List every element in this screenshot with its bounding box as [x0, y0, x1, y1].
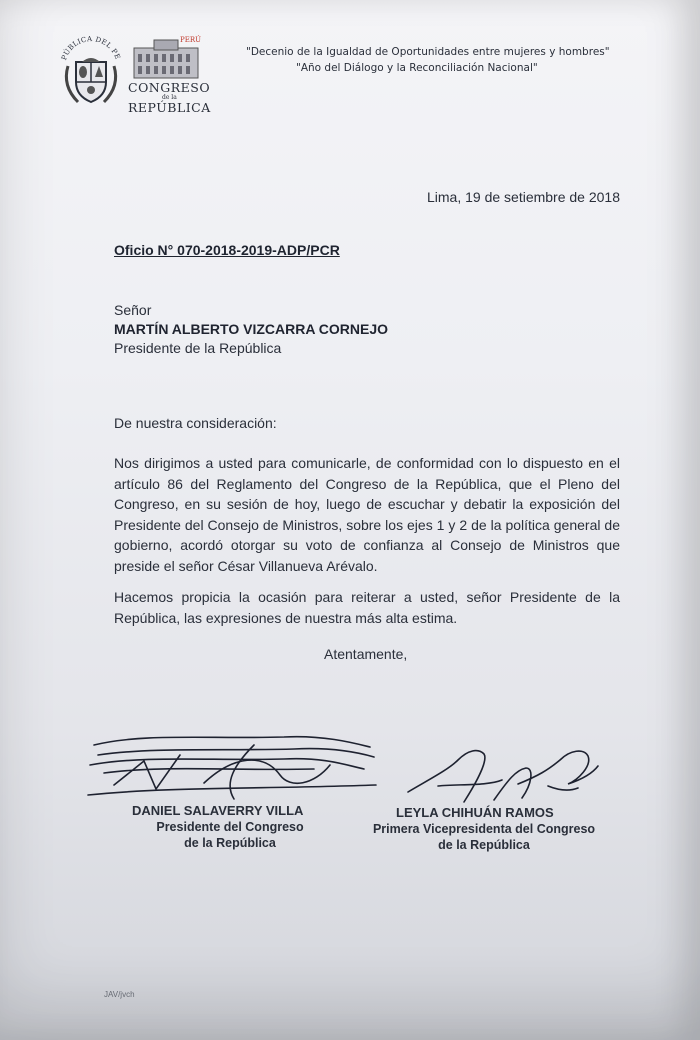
- logo-republica: REPÚBLICA: [128, 100, 211, 115]
- signatory-2-name: LEYLA CHIHUÁN RAMOS: [396, 805, 554, 820]
- logo-tag: PERÚ: [180, 36, 201, 44]
- coat-of-arms-caption: PÚBLICA DEL PE: [60, 35, 122, 62]
- reference-initials: JAV/jvch: [104, 990, 135, 999]
- logo-de-la: de la: [162, 94, 177, 101]
- logo-congreso: CONGRESO: [128, 80, 211, 95]
- coat-of-arms-icon: [58, 30, 124, 110]
- signatory-2-role-line1: Primera Vicepresidenta del Congreso: [372, 822, 596, 836]
- recipient-name: MARTÍN ALBERTO VIZCARRA CORNEJO: [114, 321, 389, 337]
- closing: Atentamente,: [324, 646, 408, 662]
- recipient-title: Presidente de la República: [114, 340, 282, 356]
- body-paragraph-1: Nos dirigimos a usted para comunicarle, de conformidad con lo dispuesto en el artículo 86 del Reglamento del Congreso de la República, que el Pleno del Congreso, en su sesión de hoy, luego de escuchar y debatir la exposición del Presidente del Consejo de Ministros, sobre los ejes 1 y 2 de la política general de gobierno, acordó otorgar su voto de confianza al Consejo de Ministros que preside el señor César Villanueva Arévalo.: [114, 455, 620, 574]
- svg-text:REPÚBLICA DEL PERÚ: [58, 30, 122, 61]
- letter-reference: Oficio N° 070-2018-2019-ADP/PCR: [114, 242, 340, 258]
- letter-date: Lima, 19 de setiembre de 2018: [426, 189, 620, 205]
- salutation: Señor: [114, 302, 152, 318]
- body-paragraph-2: Hacemos propicia la ocasión para reiterar a usted, señor Presidente de la República, las expresiones de nuestra más alta estima.: [114, 589, 620, 626]
- signatory-1-role-line2: de la República: [184, 836, 276, 850]
- congress-logo: [128, 36, 210, 116]
- signatory-1-role-line1: Presidente del Congreso: [156, 820, 304, 834]
- signatory-1-name: DANIEL SALAVERRY VILLA: [132, 803, 304, 818]
- year-motto: "Año del Diálogo y la Reconciliación Nacional": [296, 62, 538, 74]
- signatory-2-role-line2: de la República: [438, 838, 530, 852]
- decade-motto: "Decenio de la Igualdad de Oportunidades entre mujeres y hombres": [246, 46, 610, 58]
- greeting: De nuestra consideración:: [114, 415, 277, 431]
- signature-scribble-1: [84, 725, 384, 805]
